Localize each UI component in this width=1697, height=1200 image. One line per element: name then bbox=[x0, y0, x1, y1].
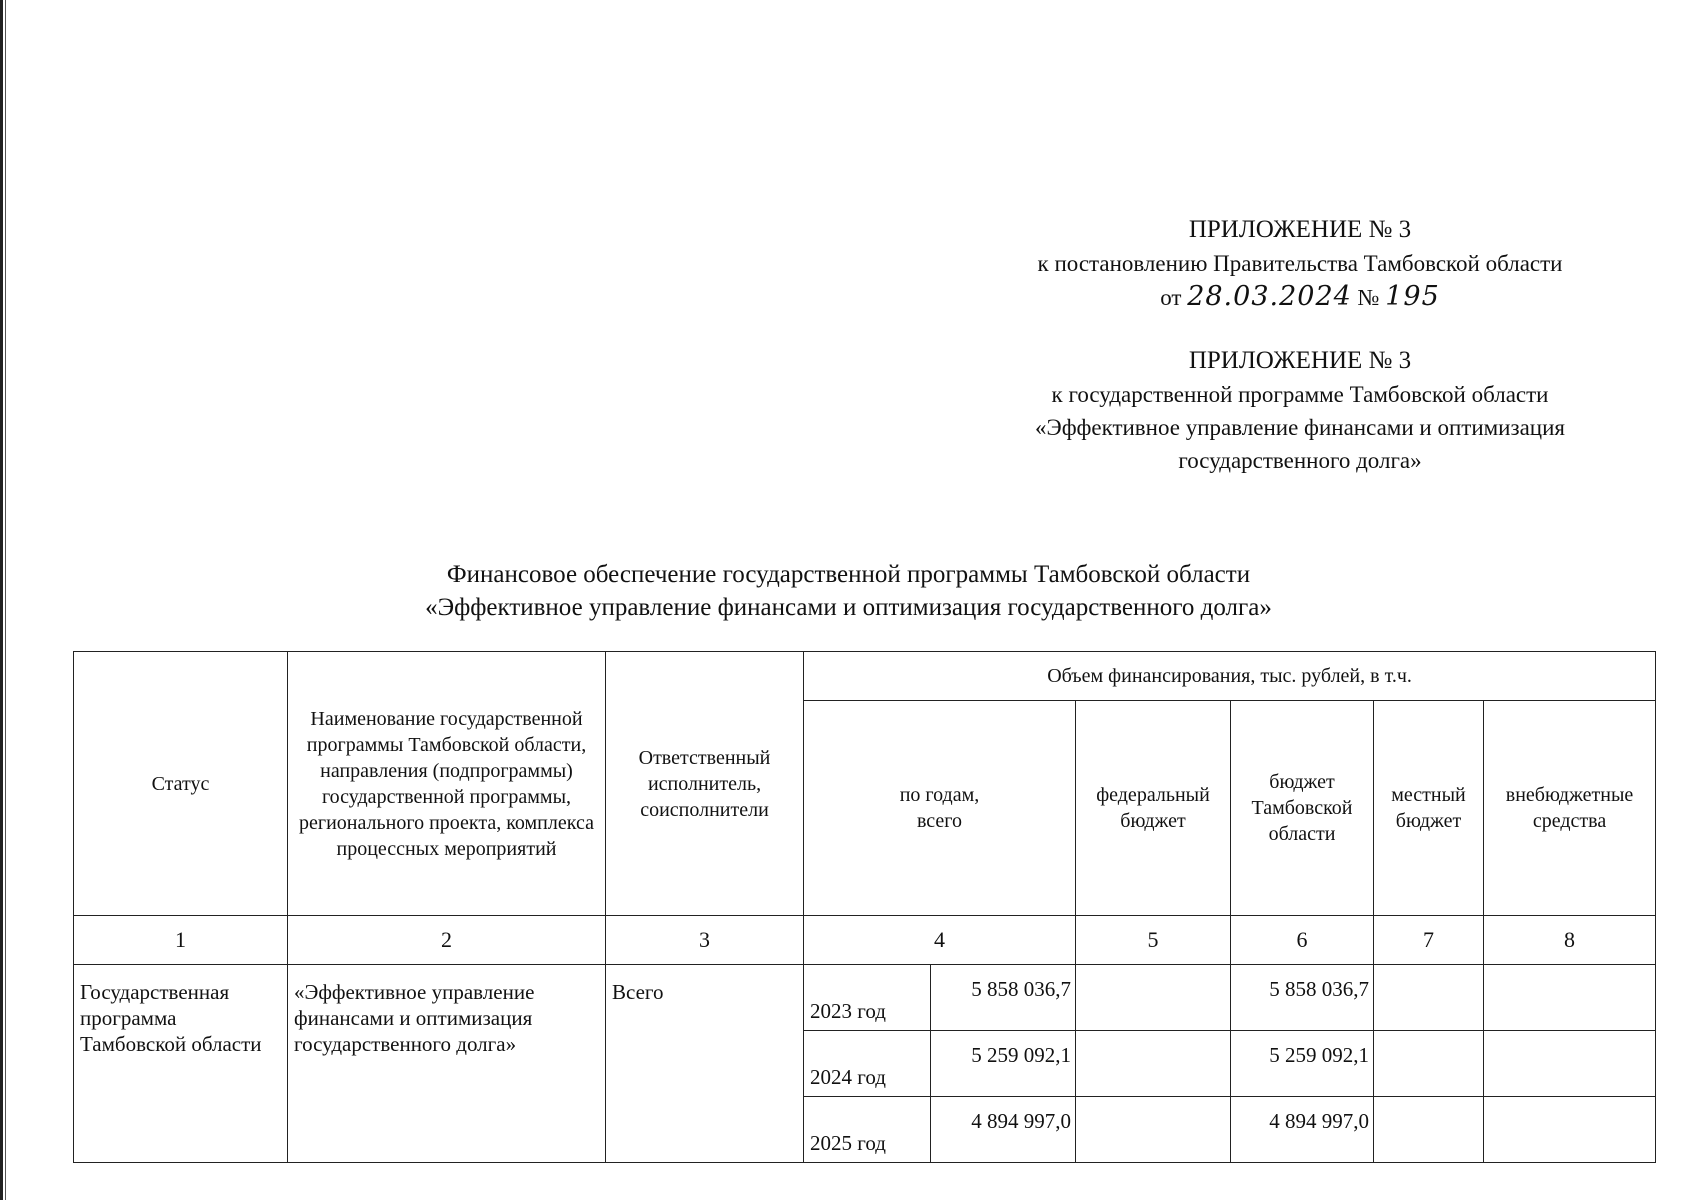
federal-value bbox=[1076, 1031, 1231, 1097]
extrabudget-value bbox=[1484, 965, 1656, 1031]
document-heading bbox=[0, 558, 1697, 624]
header-extrabudget: внебюджетные средства bbox=[1484, 701, 1656, 916]
row-status: Государственная программа Тамбовской области bbox=[74, 965, 288, 1163]
financing-table bbox=[73, 651, 1656, 1163]
col-number-6: 6 bbox=[1231, 916, 1374, 965]
date-prefix: от bbox=[1160, 285, 1182, 310]
appendix-date-line bbox=[940, 280, 1660, 314]
header-regional: бюджет Тамбовской области bbox=[1231, 701, 1374, 916]
total-value: 4 894 997,0 bbox=[931, 1097, 1076, 1163]
total-value: 5 259 092,1 bbox=[931, 1031, 1076, 1097]
regional-value: 4 894 997,0 bbox=[1231, 1097, 1374, 1163]
year-label: 2024 год bbox=[804, 1031, 931, 1097]
header-by-years-label: по годам, всего bbox=[899, 784, 980, 832]
extrabudget-value bbox=[1484, 1097, 1656, 1163]
year-label: 2025 год bbox=[804, 1097, 931, 1163]
col-number-7: 7 bbox=[1374, 916, 1484, 965]
appendix-resolution-line: к постановлению Правительства Тамбовской области bbox=[1037, 251, 1563, 276]
col-number-2: 2 bbox=[288, 916, 606, 965]
regional-value: 5 259 092,1 bbox=[1231, 1031, 1374, 1097]
col-number-4: 4 bbox=[804, 916, 1076, 965]
total-value: 5 858 036,7 bbox=[931, 965, 1076, 1031]
local-value bbox=[1374, 1031, 1484, 1097]
handwritten-number: 195 bbox=[1385, 281, 1440, 312]
row-name: «Эффективное управление финансами и оптимизация государственного долга» bbox=[288, 965, 606, 1163]
col-number-1: 1 bbox=[74, 916, 288, 965]
regional-value: 5 858 036,7 bbox=[1231, 965, 1374, 1031]
appendix-program-line1: к государственной программе Тамбовской области bbox=[1051, 382, 1549, 407]
header-name: Наименование государственной программы Тамбовской области, направления (подпрограммы) государственной программы, регионального проекта, комплекса процессных мероприятий bbox=[288, 652, 606, 916]
federal-value bbox=[1076, 1097, 1231, 1163]
header-federal: федеральный бюджет bbox=[1076, 701, 1231, 916]
header-executor: Ответственный исполнитель, соисполнители bbox=[606, 652, 804, 916]
appendix-resolution-block bbox=[940, 213, 1660, 314]
heading-line1: Финансовое обеспечение государственной программы Тамбовской области bbox=[446, 561, 1251, 588]
appendix-program-line2: «Эффективное управление финансами и оптимизация bbox=[1035, 415, 1565, 440]
appendix-title-second: ПРИЛОЖЕНИЕ № 3 bbox=[1188, 347, 1412, 374]
extrabudget-value bbox=[1484, 1031, 1656, 1097]
table-row bbox=[74, 965, 1656, 1031]
appendix-program-block bbox=[940, 344, 1660, 477]
year-label: 2023 год bbox=[804, 965, 931, 1031]
header-volume: Объем финансирования, тыс. рублей, в т.ч. bbox=[804, 652, 1656, 701]
handwritten-date: 28.03.2024 bbox=[1187, 281, 1352, 312]
local-value bbox=[1374, 965, 1484, 1031]
col-number-8: 8 bbox=[1484, 916, 1656, 965]
appendix-program-line3: государственного долга» bbox=[1178, 448, 1422, 473]
row-executor: Всего bbox=[606, 965, 804, 1163]
header-local: местный бюджет bbox=[1374, 701, 1484, 916]
appendix-title: ПРИЛОЖЕНИЕ № 3 bbox=[1188, 216, 1412, 243]
heading-line2: «Эффективное управление финансами и оптимизация государственного долга» bbox=[425, 594, 1272, 621]
number-sign: № bbox=[1357, 285, 1380, 310]
federal-value bbox=[1076, 965, 1231, 1031]
col-number-5: 5 bbox=[1076, 916, 1231, 965]
header-status: Статус bbox=[74, 652, 288, 916]
local-value bbox=[1374, 1097, 1484, 1163]
col-number-3: 3 bbox=[606, 916, 804, 965]
header-by-years bbox=[804, 701, 1076, 916]
